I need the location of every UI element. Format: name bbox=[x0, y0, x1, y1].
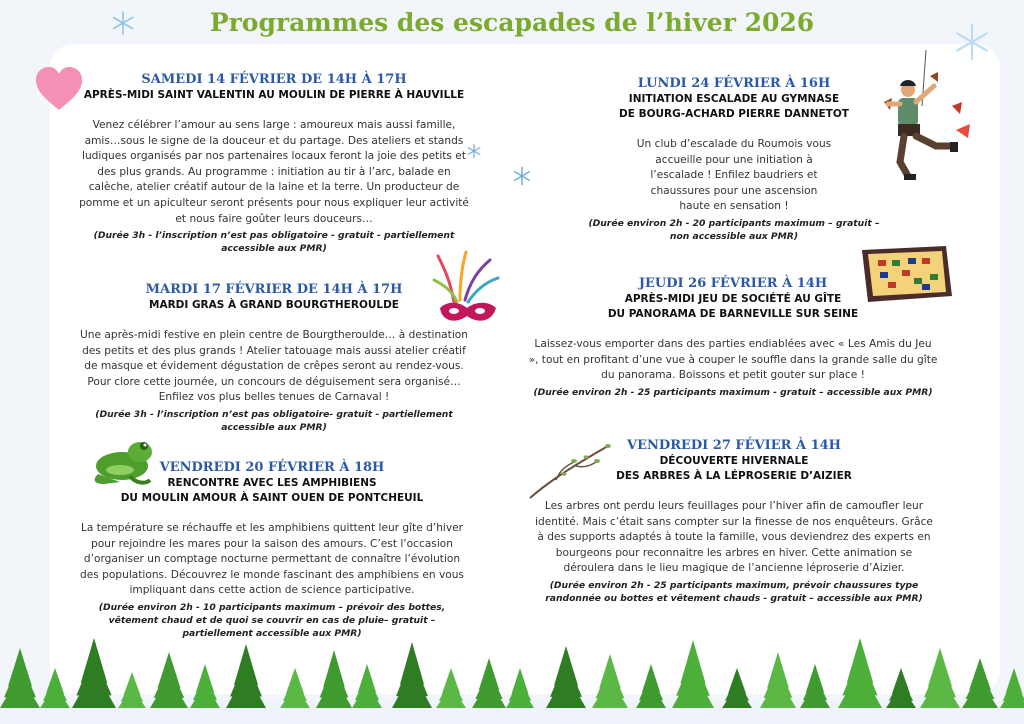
event-escalade bbox=[582, 76, 886, 243]
event-title: MARDI GRAS À GRAND BOURGTHEROULDE bbox=[149, 299, 399, 311]
event-description: La température se réchauffe et les amphibiens quittent leur gîte d’hiver pour rejoindre les mares pour la saison des amours. C’est l’occasion d’organiser un comptage nocturne permettant de connaître l’évolution des populations. Découvrez le monde fascinant des amphibiens en vous impliquant dans cette action de science participative. bbox=[80, 522, 464, 597]
event-note: (Durée environ 2h - 25 participants maximum - gratuit – accessible aux PMR) bbox=[533, 386, 933, 398]
event-date: MARDI 17 FÉVRIER DE 14H À 17H bbox=[145, 282, 403, 297]
event-date: LUNDI 24 FÉVRIER À 16H bbox=[637, 76, 831, 91]
event-saint-valentin bbox=[78, 72, 470, 255]
event-note: (Durée environ 2h - 20 participants maximum – gratuit – non accessible aux PMR) bbox=[588, 217, 880, 242]
snowflake-icon bbox=[512, 166, 532, 186]
event-date: SAMEDI 14 FÉVRIER DE 14H À 17H bbox=[141, 72, 407, 87]
event-mardi-gras bbox=[78, 282, 470, 434]
snowflake-icon bbox=[110, 10, 136, 36]
event-arbres-hiver bbox=[534, 438, 934, 605]
event-note: (Durée environ 2h - 25 participants maximum, prévoir chaussures type randonnée ou bottes et vêtement chauds - gratuit – accessible aux PMR) bbox=[545, 579, 923, 604]
event-title-line-1: APRÈS-MIDI JEU DE SOCIÉTÉ AU GÎTE bbox=[624, 293, 842, 305]
event-title-line-2: DU MOULIN AMOUR À SAINT OUEN DE PONTCHEUIL bbox=[120, 492, 424, 504]
event-title-line-1: DÉCOUVERTE HIVERNALE bbox=[659, 455, 809, 467]
climber-icon bbox=[878, 50, 974, 190]
event-title-line-1: RENCONTRE AVEC LES AMPHIBIENS bbox=[167, 477, 377, 489]
event-description: Les arbres ont perdu leurs feuillages pour l’hiver afin de camoufler leur identité. Mais c’était sans compter sur la finesse de nos enquêteurs. Grâce à des supports adaptés à toute la famille, vous deviendrez des experts en bourgeons pour reconnaitre les arbres en hiver. Cette animation se déroulera dans le lieu magique de l’ancienne léproserie d’Aizier. bbox=[535, 500, 933, 575]
event-jeu-de-societe bbox=[528, 276, 938, 399]
event-title-line-2: DES ARBRES À LA LÉPROSERIE D’AIZIER bbox=[616, 470, 852, 482]
event-date: JEUDI 26 FÉVRIER À 14H bbox=[638, 276, 828, 291]
event-title-line-1: INITIATION ESCALADE AU GYMNASE bbox=[628, 93, 840, 105]
event-title-line-2: DE BOURG-ACHARD PIERRE DANNETOT bbox=[619, 108, 849, 120]
event-title: APRÈS-MIDI SAINT VALENTIN AU MOULIN DE PIERRE À HAUVILLE bbox=[83, 89, 465, 101]
event-date: VENDREDI 27 FÉVIER À 14H bbox=[627, 438, 841, 453]
event-note: (Durée 3h - l’inscription n’est pas obligatoire - gratuit - partiellement accessible aux PMR) bbox=[93, 230, 455, 255]
event-description: Une après-midi festive en plein centre de Bourgtheroulde… à destination des petits et des plus grands ! Atelier tatouage mais aussi atelier créatif de masque et évidement dégustation de crêpes seront au rendez-vous. Pour clore cette journée, un concours de déguisement sera organisé… Enfilez vos plus belles tenues de Carnaval ! bbox=[80, 329, 468, 404]
page-title: Programmes des escapades de l’hiver 2026 bbox=[209, 8, 815, 37]
event-note: (Durée 3h - l’inscription n’est pas obligatoire- gratuit - partiellement accessible aux PMR) bbox=[95, 408, 453, 433]
event-note: (Durée environ 2h - 10 participants maximum – prévoir des bottes, vêtement chaud et de quoi se couvrir en cas de pluie– gratuit – partiellement accessible aux PMR) bbox=[98, 601, 446, 639]
event-description: Venez célébrer l’amour au sens large : amoureux mais aussi famille, amis…sous le signe de la douceur et du partage. Des ateliers et stands ludiques organisés par nos partenaires locaux feront la joie des petits et des plus grands. Au programme : initiation au tir à l’arc, balade en calèche, atelier créatif autour de la laine et la terre. Un producteur de pomme et un apiculteur seront présents pour nous expliquer leur activité et nous faire goûter leurs douceurs… bbox=[79, 119, 469, 225]
event-date: VENDREDI 20 FÉVRIER À 18H bbox=[159, 460, 385, 475]
event-description: Un club d’escalade du Roumois vous accueille pour une initiation à l’escalade ! Enfilez baudriers et chaussures pour une ascension haute en sensation ! bbox=[636, 138, 832, 213]
heart-icon bbox=[34, 66, 84, 112]
event-title-line-2: DU PANORAMA DE BARNEVILLE SUR SEINE bbox=[607, 308, 859, 320]
event-description: Laissez-vous emporter dans des parties endiablées avec « Les Amis du Jeu », tout en profitant d’une vue à couper le souffle dans la grande salle du gîte du panorama. Boissons et petit gouter sur place ! bbox=[528, 338, 938, 382]
forest-illustration bbox=[0, 600, 1024, 724]
